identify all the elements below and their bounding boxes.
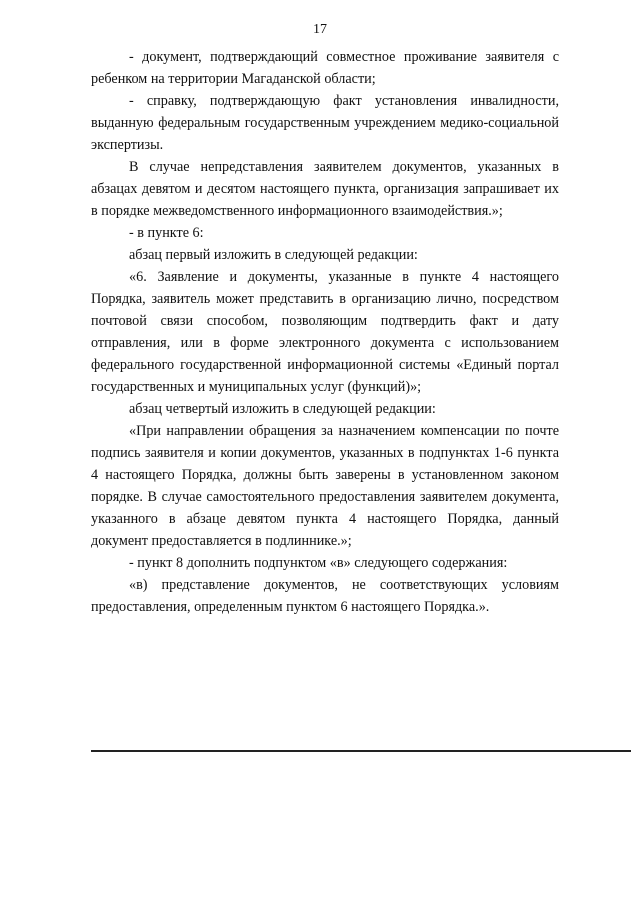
paragraph-item-6-heading: - в пункте 6: — [129, 225, 204, 241]
paragraph-item-6-text: «6. Заявление и документы, указанные в пункте 4 настоящего Порядка, заявитель может представить в организацию лично, посредством почтовой связи способом, позволяющим подтвердить факт и дату отправления, или в форме электронного документа с использованием федерального государственной информационной системы «Единый портал государственных и муниципальных услуг (функций)»; — [91, 269, 559, 395]
paragraph-item-8-addition: - пункт 8 дополнить подпунктом «в» следующего содержания: — [129, 555, 508, 571]
paragraph-cohabitation-document: - документ, подтверждающий совместное проживание заявителя с ребенком на территории Магаданской области; — [91, 49, 559, 87]
paragraph-subitem-v: «в) представление документов, не соответствующих условиям предоставления, определенным пунктом 6 настоящего Порядка.». — [91, 577, 559, 615]
paragraph-disability-certificate: - справку, подтверждающую факт установления инвалидности, выданную федеральным государственным учреждением медико-социальной экспертизы. — [91, 93, 559, 153]
paragraph-first-abzac-instruction: абзац первый изложить в следующей редакции: — [129, 247, 418, 263]
paragraph-interagency-request: В случае непредставления заявителем документов, указанных в абзацах девятом и десятом настоящего пункта, организация запрашивает их в порядке межведомственного информационного взаимодействия.»; — [91, 159, 559, 219]
document-body — [91, 46, 559, 618]
paragraph-mail-submission: «При направлении обращения за назначением компенсации по почте подпись заявителя и копии документов, указанных в подпунктах 1-6 пункта 4 настоящего Порядка, должны быть заверены в установленном законом порядке. В случае самостоятельного предоставления заявителем документа, указанного в абзаце девятом пункта 4 настоящего Порядка, данный документ предоставляется в подлиннике.»; — [91, 423, 559, 549]
page-number: 17 — [313, 22, 327, 37]
paragraph-fourth-abzac-instruction: абзац четвертый изложить в следующей редакции: — [129, 401, 436, 417]
bottom-divider — [91, 750, 631, 752]
